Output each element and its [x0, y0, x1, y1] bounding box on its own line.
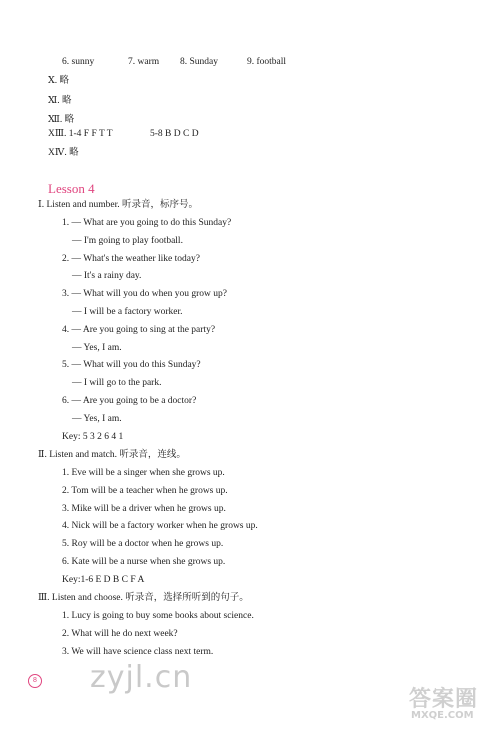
section2-line: 2. Tom will be a teacher when he grows up. — [62, 486, 228, 496]
section2-line: 6. Kate will be a nurse when she grows up. — [62, 557, 226, 567]
answer-x: Ⅹ. 略 — [48, 76, 70, 86]
section1-line: 4. — Are you going to sing at the party? — [62, 325, 216, 335]
section2-heading: Ⅱ. Listen and match. 听录音，连线。 — [38, 450, 186, 460]
section1-line: 2. — What's the weather like today? — [62, 254, 200, 264]
section2-line: 5. Roy will be a doctor when he grows up. — [62, 539, 224, 549]
section1-line: 6. — Are you going to be a doctor? — [62, 396, 197, 406]
section1-line: — Yes, I am. — [72, 414, 122, 424]
watermark-center: zyjl.cn — [90, 660, 193, 695]
section1-line: — Yes, I am. — [72, 343, 122, 353]
answer-8: 8. Sunday — [180, 57, 218, 67]
section1-key: Key: 5 3 2 6 4 1 — [62, 432, 124, 442]
watermark-logo — [405, 682, 491, 724]
answer-7: 7. warm — [128, 57, 160, 67]
section3-line: 1. Lucy is going to buy some books about science. — [62, 611, 254, 621]
section2-line: 4. Nick will be a factory worker when he grows up. — [62, 521, 258, 531]
lesson-title: Lesson 4 — [48, 181, 95, 196]
answer-xiii-part2: 5-8 B D C D — [150, 129, 199, 139]
section1-line: — It's a rainy day. — [72, 271, 142, 281]
section3-heading: Ⅲ. Listen and choose. 听录音，选择所听到的句子。 — [38, 593, 249, 603]
section3-line: 3. We will have science class next term. — [62, 647, 214, 657]
section2-line: 1. Eve will be a singer when she grows up. — [62, 468, 225, 478]
answer-xiii-part1: XⅢ. 1-4 F F T T — [48, 129, 113, 139]
answer-xi: Ⅺ. 略 — [48, 96, 72, 106]
section1-line: — I'm going to play football. — [72, 236, 183, 246]
answer-xiv: XⅣ. 略 — [48, 148, 79, 158]
section1-line: 5. — What will you do this Sunday? — [62, 360, 201, 370]
section1-heading: Ⅰ. Listen and number. 听录音，标序号。 — [38, 200, 198, 210]
answer-9: 9. football — [247, 57, 287, 67]
section3-line: 2. What will he do next week? — [62, 629, 178, 639]
section2-line: 3. Mike will be a driver when he grows up. — [62, 504, 226, 514]
answer-xii: Ⅻ. 略 — [48, 115, 75, 125]
section1-line: — I will go to the park. — [72, 378, 162, 388]
section1-line: — I will be a factory worker. — [72, 307, 183, 317]
section2-key: Key:1-6 E D B C F A — [62, 575, 145, 585]
watermark-logo-text: 答案圈 — [409, 687, 479, 712]
page-number: 8 — [28, 674, 42, 688]
answer-6: 6. sunny — [62, 57, 95, 67]
watermark-url: MXQE.COM — [411, 710, 474, 721]
section1-line: 1. — What are you going to do this Sunday? — [62, 218, 232, 228]
section1-line: 3. — What will you do when you grow up? — [62, 289, 227, 299]
